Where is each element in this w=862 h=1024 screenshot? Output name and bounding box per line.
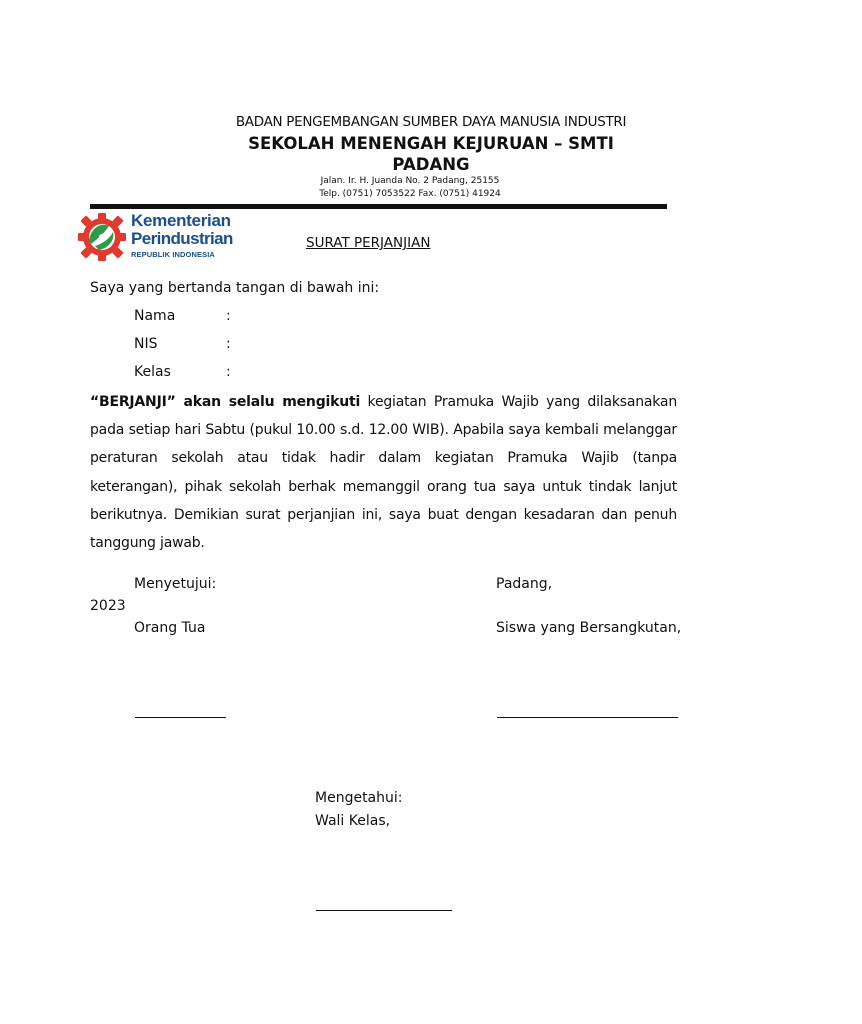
year-label: 2023: [90, 598, 126, 614]
document-title: SURAT PERJANJIAN: [306, 235, 431, 251]
agreement-text: kegiatan Pramuka Wajib yang dilaksanakan pada setiap hari Sabtu (pukul 10.00 s.d. 12.00 WIB). Apabila saya kembali melanggar peraturan sekolah atau tidak hadir dalam kegiatan Pramuka Wajib (tanpa keterangan), pihak sekolah berhak memanggil orang tua saya untuk tindak lanjut berikutnya. Demikian surat perjanjian ini, saya buat dengan kesadaran dan penuh tanggung jawab.: [90, 394, 677, 552]
intro-text: Saya yang bertanda tangan di bawah ini:: [90, 280, 380, 296]
student-label: Siswa yang Bersangkutan,: [496, 620, 682, 636]
field-colon-nama: :: [226, 308, 231, 324]
header-city: PADANG: [392, 155, 470, 174]
approve-label: Menyetujui:: [134, 576, 217, 592]
header-school-name: SEKOLAH MENENGAH KEJURUAN – SMTI: [248, 134, 614, 153]
field-label-nis: NIS: [134, 336, 158, 352]
logo-line-perindustrian: Perindustrian: [131, 229, 233, 248]
ack-label: Mengetahui:: [315, 790, 403, 806]
agreement-paragraph: [90, 388, 677, 557]
header-phone: Telp. (0751) 7053522 Fax. (0751) 41924: [319, 189, 501, 199]
place-label: Padang,: [496, 576, 553, 592]
agreement-bold-lead: “BERJANJI” akan selalu mengikuti: [90, 394, 361, 410]
parent-signature-line: [135, 717, 226, 718]
field-colon-nis: :: [226, 336, 231, 352]
field-colon-kelas: :: [226, 364, 231, 380]
student-signature-line: [497, 717, 678, 718]
homeroom-label: Wali Kelas,: [315, 813, 391, 829]
field-label-kelas: Kelas: [134, 364, 171, 380]
header-institution: BADAN PENGEMBANGAN SUMBER DAYA MANUSIA INDUSTRI: [235, 114, 627, 130]
parent-label: Orang Tua: [134, 620, 206, 636]
ministry-gear-logo-icon: [75, 210, 129, 264]
logo-line-kementerian: Kementerian: [131, 211, 231, 230]
logo-line-republik: REPUBLIK INDONESIA: [131, 250, 215, 259]
header-divider: [90, 204, 667, 209]
homeroom-signature-line: [316, 910, 452, 911]
field-label-nama: Nama: [134, 308, 176, 324]
header-address: Jalan. Ir. H. Juanda No. 2 Padang, 25155: [320, 176, 500, 186]
